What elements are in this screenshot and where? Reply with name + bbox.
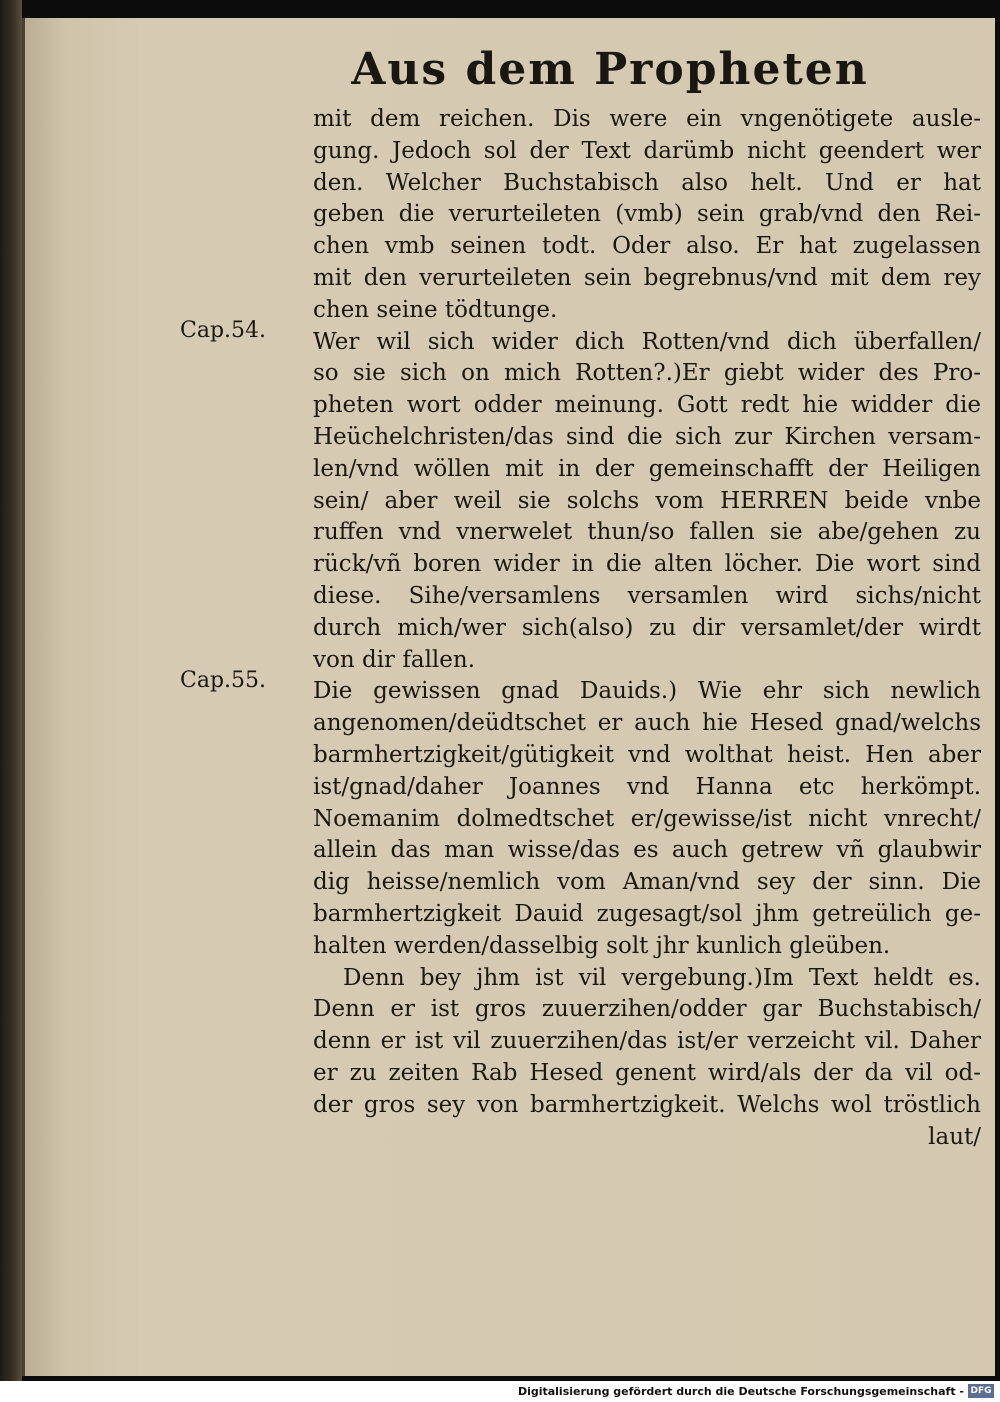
marginal-note-cap55: Cap.55. — [180, 668, 267, 693]
text-line: mit dem reichen. Dis were ein vngenötigete ausle- — [313, 106, 981, 132]
footer-bar — [0, 1381, 1000, 1402]
catchword: laut/ — [928, 1123, 981, 1150]
text-line: allein das man wisse/das es auch getrew vñ glaubwir — [313, 837, 981, 864]
book-page — [22, 18, 995, 1376]
marginal-note-cap54: Cap.54. — [180, 318, 267, 343]
text-line: dig heisse/nemlich vom Aman/vnd sey der sinn. Die — [313, 869, 981, 896]
running-title: Aus dem Propheten — [351, 44, 869, 95]
text-line: sein/ aber weil sie solchs vom HERREN beide vnbe — [313, 487, 981, 514]
text-line: diese. Sihe/versamlens versamlen wird sichs/nicht — [313, 582, 981, 609]
text-line: rück/vñ boren wider in die alten löcher. Die wort sind — [313, 551, 981, 578]
text-line: chen vmb seinen todt. Oder also. Er hat zugelassen — [313, 233, 981, 260]
text-line: chen seine tödtunge. — [313, 296, 558, 323]
text-line: barmhertzigkeit Dauid zugesagt/sol jhm getreülich ge- — [313, 900, 981, 927]
text-line: mit den verurteileten sein begrebnus/vnd mit dem rey — [313, 264, 981, 291]
text-line: Denn er ist gros zuuerzihen/odder gar Buchstabisch/ — [313, 996, 981, 1023]
text-line: Heüchelchristen/das sind die sich zur Kirchen versam- — [313, 423, 981, 450]
text-line: denn er ist vil zuuerzihen/das ist/er verzeicht vil. Daher — [313, 1028, 981, 1055]
text-line: ruffen vnd vnerwelet thun/so fallen sie abe/gehen zu — [313, 519, 981, 546]
text-line: Denn bey jhm ist vil vergebung.)Im Text heldt es. — [343, 964, 981, 991]
text-line: gung. Jedoch sol der Text darümb nicht geendert wer — [313, 137, 981, 164]
text-line: barmhertzigkeit/gütigkeit vnd wolthat heist. Hen aber — [313, 741, 981, 768]
text-line: durch mich/wer sich(also) zu dir versamlet/der wirdt — [313, 614, 981, 641]
text-line: so sie sich on mich Rotten?.)Er giebt wider des Pro- — [313, 360, 981, 387]
text-line: angenomen/deüdtschet er auch hie Hesed gnad/welchs — [313, 710, 981, 737]
text-line: der gros sey von barmhertzigkeit. Welchs wol tröstlich — [313, 1091, 981, 1118]
text-line: pheten wort odder meinung. Gott redt hie widder die — [313, 392, 981, 419]
book-spine — [0, 0, 22, 1381]
body-text — [313, 104, 981, 1153]
text-line: Die gewissen gnad Dauids.) Wie ehr sich newlich — [313, 678, 981, 705]
text-line: Noemanim dolmedtschet er/gewisse/ist nicht vnrecht/ — [313, 805, 981, 832]
text-line: halten werden/dasselbig solt jhr kunlich gleüben. — [313, 932, 891, 959]
funding-credit: Digitalisierung gefördert durch die Deutsche Forschungsgemeinschaft - — [517, 1385, 964, 1398]
dfg-logo: DFG — [968, 1384, 994, 1398]
text-line: von dir fallen. — [313, 646, 476, 673]
text-line: len/vnd wöllen mit in der gemeinschafft der Heiligen — [313, 455, 981, 482]
text-line: geben die verurteileten (vmb) sein grab/vnd den Rei- — [313, 201, 981, 228]
text-line: Wer wil sich wider dich Rotten/vnd dich überfallen/ — [313, 328, 981, 355]
text-line: ist/gnad/daher Joannes vnd Hanna etc herkömpt. — [313, 773, 981, 800]
text-line: den. Welcher Buchstabisch also helt. Und er hat — [313, 169, 981, 196]
text-line: er zu zeiten Rab Hesed genent wird/als der da vil od- — [313, 1059, 981, 1086]
